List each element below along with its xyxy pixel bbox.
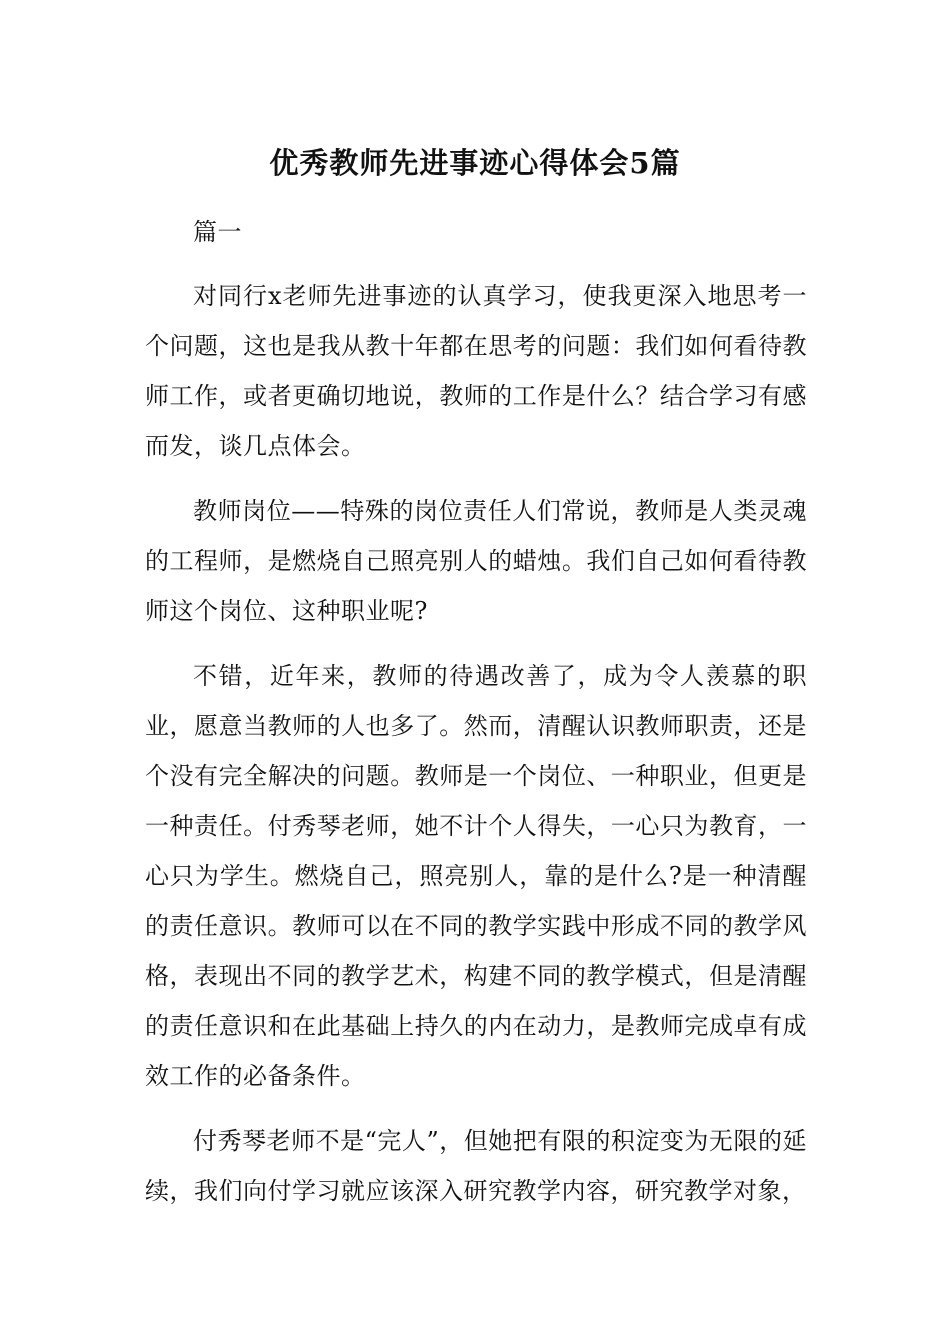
document-title: 优秀教师先进事迹心得体会5篇: [269, 146, 681, 180]
document-body: [145, 207, 807, 1231]
section-heading: 篇一: [193, 218, 242, 246]
paragraph-1: 对同行x老师先进事迹的认真学习，使我更深入地思考一个问题，这也是我从教十年都在思考的问题：我们如何看待教师工作，或者更确切地说，教师的工作是什么？结合学习有感而发，谈几点体会。: [145, 282, 807, 460]
paragraph-3: 不错，近年来，教师的待遇改善了，成为令人羡慕的职业，愿意当教师的人也多了。然而，清醒认识教师职责，还是个没有完全解决的问题。教师是一个岗位、一种职业，但更是一种责任。付秀琴老师，她不计个人得失，一心只为教育，一心只为学生。燃烧自己，照亮别人，靠的是什么?是一种清醒的责任意识。教师可以在不同的教学实践中形成不同的教学风格，表现出不同的教学艺术，构建不同的教学模式，但是清醒的责任意识和在此基础上持久的内在动力，是教师完成卓有成效工作的必备条件。: [145, 662, 807, 1090]
paragraph-4: 付秀琴老师不是“完人”，但她把有限的积淀变为无限的延续，我们向付学习就应该深入研究教学内容，研究教学对象，: [145, 1127, 807, 1205]
paragraph-2: 教师岗位——特殊的岗位责任人们常说，教师是人类灵魂的工程师，是燃烧自己照亮别人的蜡烛。我们自己如何看待教师这个岗位、这种职业呢?: [145, 497, 807, 625]
